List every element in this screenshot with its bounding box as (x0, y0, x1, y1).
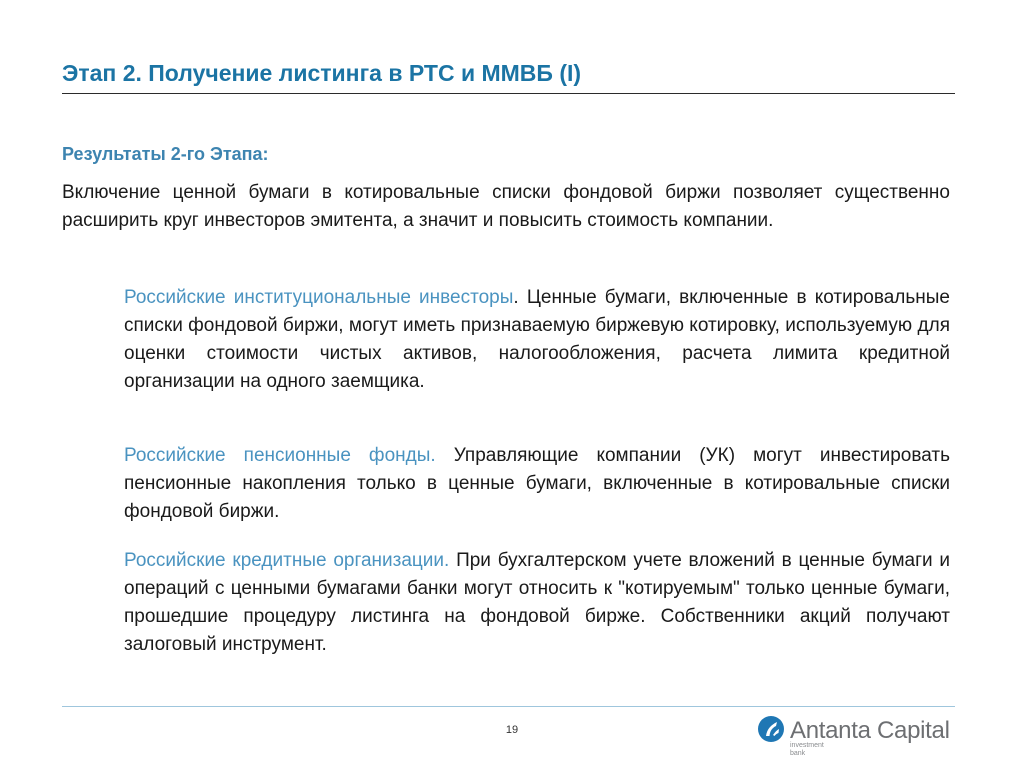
page-number: 19 (505, 724, 519, 736)
intro-paragraph: Включение ценной бумаги в котировальные списки фондовой биржи позволяет существенно расширить круг инвесторов эмитента, а значит и повысить стоимость компании. (62, 182, 950, 231)
slide-title: Этап 2. Получение листинга в РТС и ММВБ (I) (62, 60, 582, 86)
logo-name: Antanta Capital (790, 717, 950, 744)
paragraph-lead: Российские пенсионные фонды. (124, 445, 436, 466)
title-divider (62, 93, 955, 94)
paragraph-credit-organizations (124, 547, 950, 659)
antanta-logo-icon (757, 715, 785, 743)
footer-divider (62, 706, 955, 707)
logo-subtitle-line: bank (790, 750, 806, 757)
section-heading: Результаты 2-го Этапа: (62, 144, 269, 164)
logo-subtitle (790, 742, 824, 758)
paragraph-institutional-investors (124, 284, 950, 396)
paragraph-text: . Ценные бумаги, включенные в котировальные списки фондовой биржи, могут иметь признаваемую биржевую котировку, используемую для оценки стоимости чистых активов, налогообложения, расчета лимита кредитной организации на одного заемщика. (124, 287, 950, 392)
paragraph-lead: Российские институциональные инвесторы (124, 287, 514, 308)
logo-subtitle-line: investment (790, 742, 824, 749)
paragraph-lead: Российские кредитные организации. (124, 550, 450, 571)
company-logo (757, 715, 957, 761)
paragraph-text: При бухгалтерском учете вложений в ценные бумаги и операций с ценными бумагами банки могут относить к "котируемым" только ценные бумаги, прошедшие процедуру листинга на фондовой бирже. Собственники акций получают залоговый инструмент. (124, 550, 950, 655)
paragraph-pension-funds (124, 442, 950, 526)
paragraph-text: Управляющие компании (УК) могут инвестировать пенсионные накопления только в ценные бумаги, включенные в котировальные списки фондовой биржи. (124, 445, 950, 522)
